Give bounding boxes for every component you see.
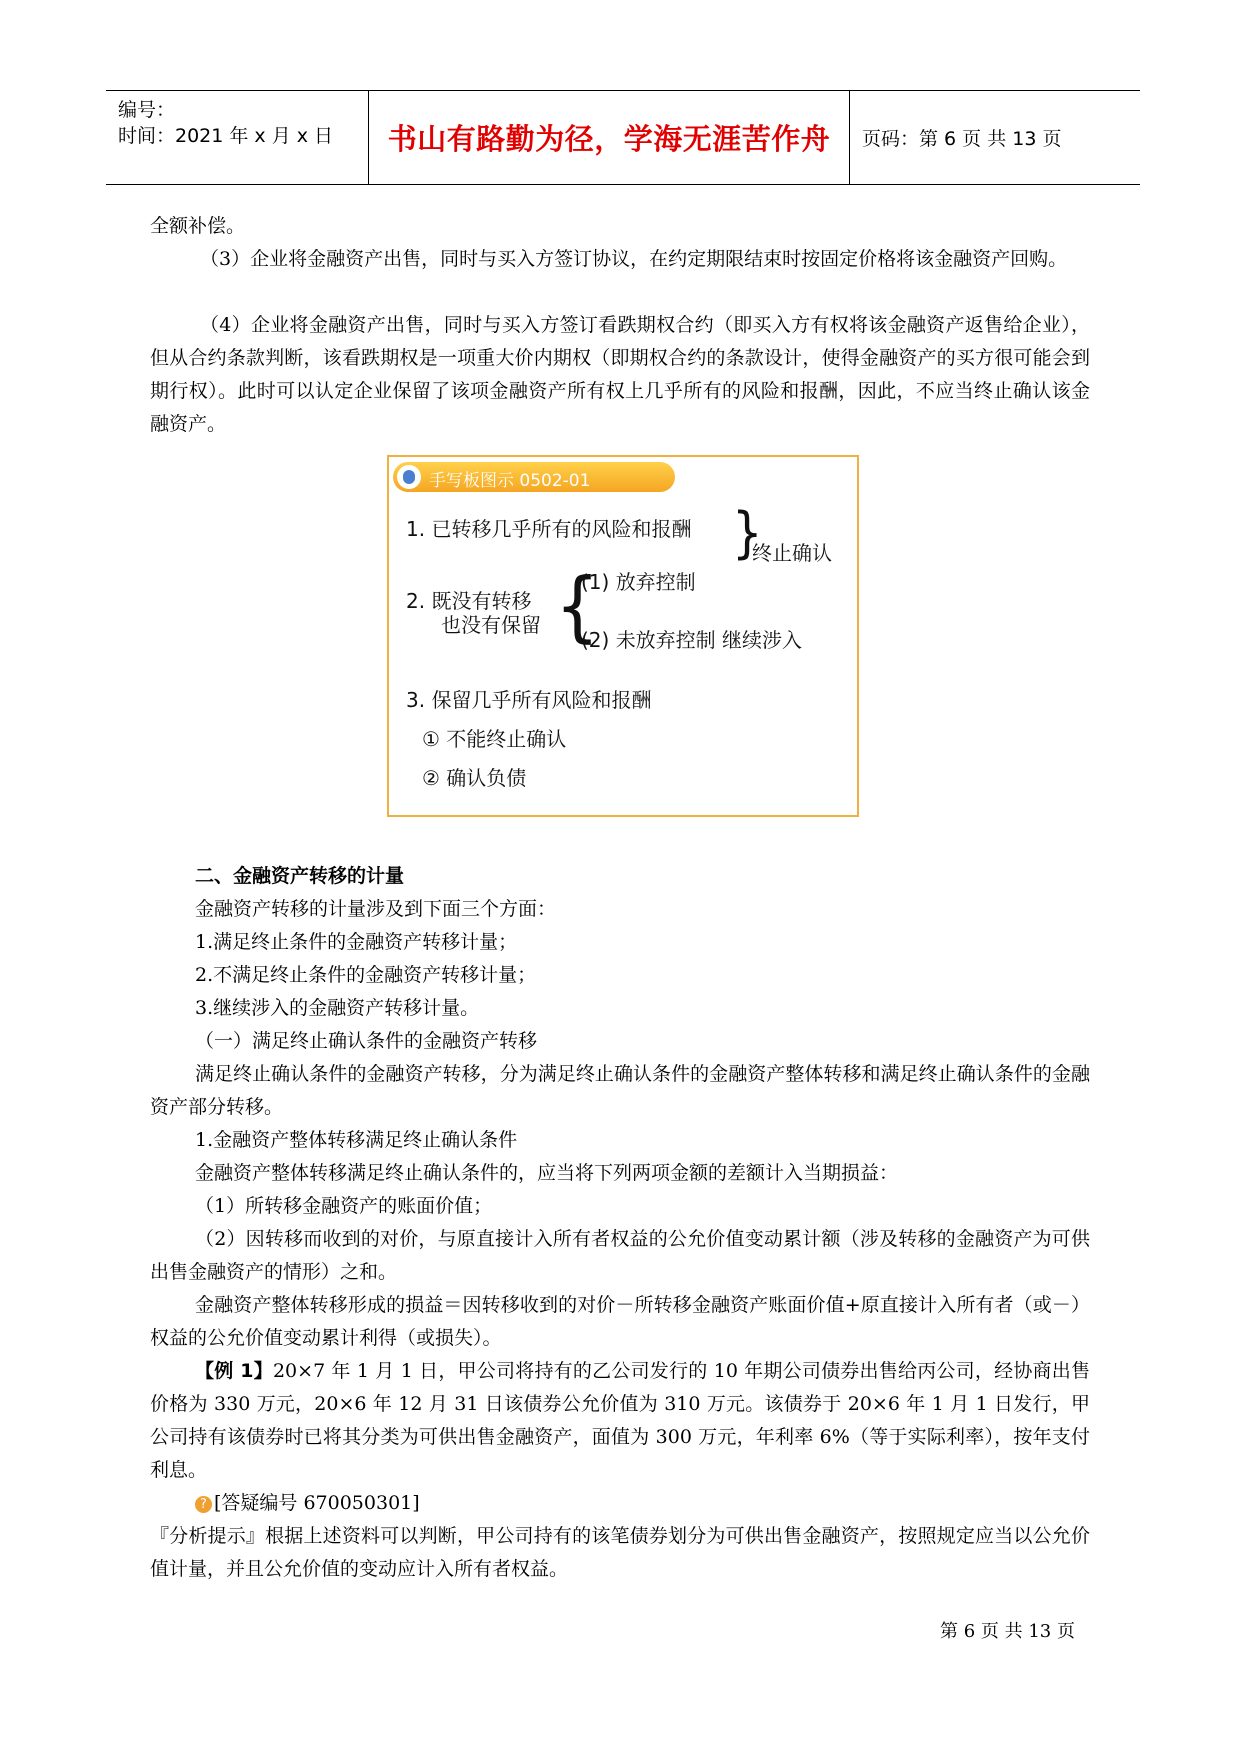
qa-ref-text: [答疑编号 670050301] <box>214 1492 420 1514</box>
example-paragraph <box>150 1355 1090 1487</box>
page-header <box>106 90 1140 185</box>
handwriting-board-figure <box>387 455 859 817</box>
section-intro: 金融资产转移的计量涉及到下面三个方面： <box>195 898 557 920</box>
board-title-tab <box>393 462 675 492</box>
header-number-label: 编号： <box>118 99 176 121</box>
header-meta-cell <box>106 91 369 184</box>
question-icon: ? <box>195 1496 212 1513</box>
example-tag: 【例 1】 <box>195 1360 273 1382</box>
board-line-3: 3. 保留几乎所有风险和报酬 <box>406 688 652 712</box>
paragraph-b: 1.金融资产整体转移满足终止确认条件 <box>195 1129 518 1151</box>
paragraph-d: （1）所转移金融资产的账面价值； <box>195 1195 493 1217</box>
board-line-1: 1. 已转移几乎所有的风险和报酬 <box>406 517 692 541</box>
analysis-paragraph: 『分析提示』根据上述资料可以判断，甲公司持有的该笔债券划分为可供出售金融资产，按照规定应当以公允价值计量，并且公允价值的变动应计入所有者权益。 <box>150 1525 1090 1580</box>
paragraph-item-3: （3）企业将金融资产出售，同时与买入方签订协议，在约定期限结束时按固定价格将该金融资产回购。 <box>200 248 1068 270</box>
header-time-label: 时间：2021 年 x 月 x 日 <box>118 125 334 147</box>
header-page-label: 页码：第 6 页 共 13 页 <box>862 128 1062 150</box>
board-sub-1: ① 不能终止确认 <box>422 727 567 751</box>
pen-icon <box>397 465 421 489</box>
board-line-2b: 也没有保留 <box>441 613 541 637</box>
board-line-2a: 2. 既没有转移 <box>406 589 532 613</box>
paragraph-f: 金融资产整体转移形成的损益＝因转移收到的对价－所转移金融资产账面价值+原直接计入所有者（或－）权益的公允价值变动累计利得（或损失）。 <box>150 1294 1090 1349</box>
section-item-3: 3.继续涉入的金融资产转移计量。 <box>195 997 480 1019</box>
paragraph-item-4: （4）企业将金融资产出售，同时与买入方签订看跌期权合约（即买入方有权将该金融资产返售给企业），但从合约条款判断，该看跌期权是一项重大价内期权（即期权合约的条款设计，使得金融资产的买方很可能会到期行权）。此时可以认定企业保留了该项金融资产所有权上几乎所有的风险和报酬，因此，不应当终止确认该金融资产。 <box>150 314 1090 435</box>
board-title: 手写板图示 0502-01 <box>429 471 591 491</box>
board-option-2: (2) 未放弃控制 继续涉入 <box>581 628 803 652</box>
section-item-1: 1.满足终止条件的金融资产转移计量； <box>195 931 518 953</box>
right-brace-icon: } <box>732 500 763 566</box>
paragraph-a: 满足终止确认条件的金融资产转移，分为满足终止确认条件的金融资产整体转移和满足终止确认条件的金融资产部分转移。 <box>150 1063 1090 1118</box>
header-motto: 书山有路勤为径，学海无涯苦作舟 <box>369 91 850 184</box>
paragraph-c: 金融资产整体转移满足终止确认条件的，应当将下列两项金额的差额计入当期损益： <box>195 1162 899 1184</box>
section-sub-heading: （一）满足终止确认条件的金融资产转移 <box>195 1030 538 1052</box>
left-brace-icon: { <box>555 560 600 652</box>
board-sub-2: ② 确认负债 <box>422 766 527 790</box>
paragraph-e: （2）因转移而收到的对价，与原直接计入所有者权益的公允价值变动累计额（涉及转移的金融资产为可供出售金融资产的情形）之和。 <box>150 1228 1090 1283</box>
paragraph-tail: 全额补偿。 <box>150 215 246 237</box>
board-end-recognition: 终止确认 <box>752 541 832 565</box>
board-option-1: (1) 放弃控制 <box>581 570 696 594</box>
section-item-2: 2.不满足终止条件的金融资产转移计量； <box>195 964 537 986</box>
section-heading: 二、金融资产转移的计量 <box>195 865 405 887</box>
example-text: 20×7 年 1 月 1 日，甲公司将持有的乙公司发行的 10 年期公司债券出售给丙公司，经协商出售价格为 330 万元，20×6 年 12 月 31 日该债券公允价值为 310 万元。该债券于 20×6 年 1 月 1 日发行，甲公司持有该债券时已将其分类为可供出售金融资产，面值为 300 万元，年利率 6%（等于实际利率），按年支付利息。 <box>150 1360 1090 1481</box>
qa-reference[interactable] <box>195 1487 420 1520</box>
page-footer: 第 6 页 共 13 页 <box>940 1621 1075 1642</box>
